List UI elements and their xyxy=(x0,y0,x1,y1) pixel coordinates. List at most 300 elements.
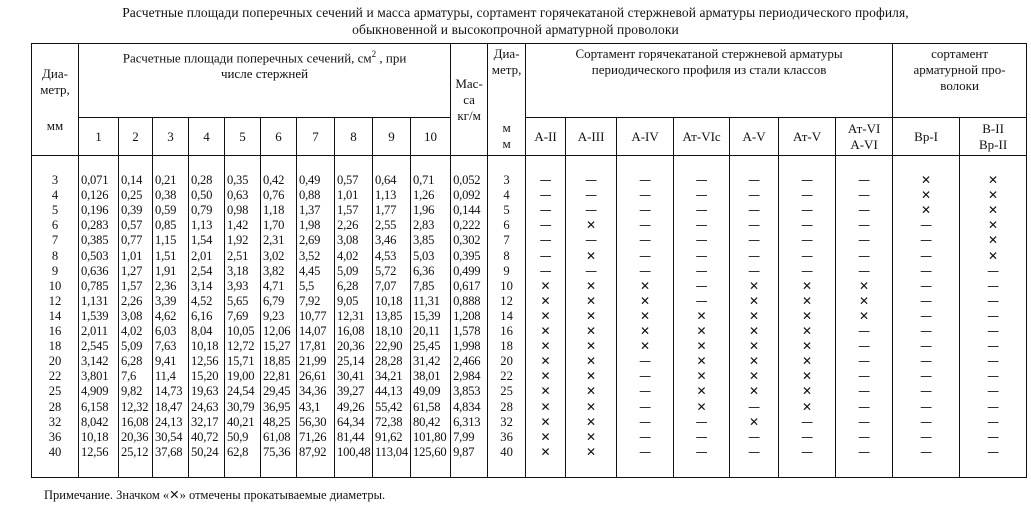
a_ii-cell-40: ✕ xyxy=(540,444,551,459)
a_ii-cell-25: ✕ xyxy=(540,384,551,399)
a_ii-cell-7: — xyxy=(539,233,552,248)
a_iv-cell-6: — xyxy=(639,218,652,233)
at_vic-cell-20: ✕ xyxy=(696,354,707,369)
area-header-text: Расчетные площади поперечных сечений, см xyxy=(122,50,372,66)
class-vr-i: Вр-I xyxy=(893,118,960,156)
b_ii-cell-3: ✕ xyxy=(988,173,999,188)
vr_i-cell-10: — xyxy=(920,278,933,293)
c7-cell-10: 5,5 xyxy=(299,278,315,293)
c10-cell-28: 61,58 xyxy=(413,399,441,414)
a_v-cell-4: — xyxy=(748,188,761,203)
mass-cell-25: 3,853 xyxy=(453,384,481,399)
a_ii-cell-32: ✕ xyxy=(540,414,551,429)
c9-cell-25: 44,13 xyxy=(375,384,403,399)
title-line-2: обыкновенной и высокопрочной арматурной проволоки xyxy=(352,22,679,37)
mass-cell-14: 1,208 xyxy=(453,308,481,323)
c3-cell-16: 6,03 xyxy=(155,324,177,339)
c2-cell-7: 0,77 xyxy=(121,233,143,248)
a_iii-cell-5: — xyxy=(585,203,598,218)
at_vi-cell-12: ✕ xyxy=(859,293,870,308)
c9-cell-7: 3,46 xyxy=(375,233,397,248)
mass-cell-28: 4,834 xyxy=(453,399,481,414)
area-column-9 xyxy=(373,156,411,478)
c6-cell-6: 1,70 xyxy=(263,218,285,233)
vr_i-cell-25: — xyxy=(920,384,933,399)
c9-cell-14: 13,85 xyxy=(375,308,403,323)
at_v-cell-8: — xyxy=(801,248,814,263)
diameter-cell-25: 25 xyxy=(500,384,513,399)
a_v-cell-40: — xyxy=(748,444,761,459)
count-header-5: 5 xyxy=(225,118,261,156)
c3-cell-7: 1,15 xyxy=(155,233,177,248)
c6-cell-7: 2,31 xyxy=(263,233,285,248)
area-header-line-2: числе стержней xyxy=(220,66,309,82)
at_vic-cell-12: — xyxy=(695,293,708,308)
mass-cell-18: 1,998 xyxy=(453,339,481,354)
vr_i-cell-9: — xyxy=(920,263,933,278)
diameter-header-line-2: метр, xyxy=(40,81,70,97)
diameter-unit: мм xyxy=(46,117,64,133)
count-header-1: 1 xyxy=(79,118,119,156)
at_vi-cell-36: — xyxy=(858,429,871,444)
c5-cell-12: 5,65 xyxy=(227,293,249,308)
at_vi-cell-9: — xyxy=(858,263,871,278)
at_v-cell-28: ✕ xyxy=(802,399,813,414)
a_v-cell-28: — xyxy=(748,399,761,414)
c9-cell-28: 55,42 xyxy=(375,399,403,414)
c7-cell-14: 10,77 xyxy=(299,308,327,323)
c4-cell-20: 12,56 xyxy=(191,354,219,369)
at_vi-cell-20: — xyxy=(858,354,871,369)
c1-cell-36: 10,18 xyxy=(81,429,109,444)
c1-cell-28: 6,158 xyxy=(81,399,109,414)
mass-cell-22: 2,984 xyxy=(453,369,481,384)
vr_i-cell-7: — xyxy=(920,233,933,248)
c5-cell-20: 15,71 xyxy=(227,354,255,369)
mass-cell-7: 0,302 xyxy=(453,233,481,248)
a_iv-cell-32: — xyxy=(639,414,652,429)
c1-cell-22: 3,801 xyxy=(81,369,109,384)
at_vic-cell-25: ✕ xyxy=(696,384,707,399)
a_v-cell-32: ✕ xyxy=(749,414,760,429)
at_vic-cell-32: — xyxy=(695,414,708,429)
diameter-header xyxy=(32,44,79,156)
wire-assortment-header xyxy=(893,44,1027,118)
a_iii-cell-7: — xyxy=(585,233,598,248)
c9-cell-12: 10,18 xyxy=(375,293,403,308)
area-column-4 xyxy=(189,156,225,478)
class-a-iii: А-III xyxy=(566,118,617,156)
c1-cell-12: 1,131 xyxy=(81,293,109,308)
c9-cell-32: 72,38 xyxy=(375,414,403,429)
at_v-cell-12: ✕ xyxy=(802,293,813,308)
vr_i-cell-18: — xyxy=(920,339,933,354)
c8-cell-7: 3,08 xyxy=(337,233,359,248)
area-column-6 xyxy=(261,156,297,478)
count-header-6: 6 xyxy=(261,118,297,156)
at_vi-cell-25: — xyxy=(858,384,871,399)
a_ii-cell-8: — xyxy=(539,248,552,263)
c3-cell-32: 24,13 xyxy=(155,414,183,429)
mass-cell-3: 0,052 xyxy=(453,173,481,188)
at_vi-cell-10: ✕ xyxy=(859,278,870,293)
b-ii-column xyxy=(960,156,1027,478)
vr_i-cell-3: ✕ xyxy=(921,173,932,188)
vr_i-cell-22: — xyxy=(920,369,933,384)
mass-cell-9: 0,499 xyxy=(453,263,481,278)
c5-cell-9: 3,18 xyxy=(227,263,249,278)
c2-cell-6: 0,57 xyxy=(121,218,143,233)
b_ii-cell-14: — xyxy=(987,308,1000,323)
diameter-cell-4: 4 xyxy=(51,188,59,203)
c10-cell-16: 20,11 xyxy=(413,324,440,339)
area-column-7 xyxy=(297,156,335,478)
mass-header xyxy=(451,44,488,156)
data-body-row xyxy=(32,156,1027,478)
diameter-cell-22: 22 xyxy=(48,369,62,384)
c9-cell-22: 34,21 xyxy=(375,369,403,384)
diameter-cell-16: 16 xyxy=(500,324,513,339)
c8-cell-3: 0,57 xyxy=(337,173,359,188)
a_v-cell-9: — xyxy=(748,263,761,278)
b_ii-cell-7: ✕ xyxy=(988,233,999,248)
c6-cell-28: 36,95 xyxy=(263,399,291,414)
at_v-cell-20: ✕ xyxy=(802,354,813,369)
b_ii-cell-28: — xyxy=(987,399,1000,414)
c10-cell-25: 49,09 xyxy=(413,384,441,399)
c4-cell-40: 50,24 xyxy=(191,444,219,459)
c2-cell-40: 25,12 xyxy=(121,444,149,459)
a_v-cell-6: — xyxy=(748,218,761,233)
mass-cell-8: 0,395 xyxy=(453,248,481,263)
mass-cell-4: 0,092 xyxy=(453,188,481,203)
c2-cell-20: 6,28 xyxy=(121,354,143,369)
class-at-vi-line-2: А-VI xyxy=(850,136,878,152)
mass-header-line-1: Мас- xyxy=(455,75,483,91)
c1-cell-10: 0,785 xyxy=(81,278,109,293)
c10-cell-5: 1,96 xyxy=(413,203,435,218)
c5-cell-4: 0,63 xyxy=(227,188,249,203)
at_vic-cell-14: ✕ xyxy=(696,308,707,323)
mass-cell-16: 1,578 xyxy=(453,324,481,339)
vr_i-cell-6: — xyxy=(920,218,933,233)
vr_i-cell-14: — xyxy=(920,308,933,323)
c3-cell-18: 7,63 xyxy=(155,339,177,354)
c6-cell-12: 6,79 xyxy=(263,293,285,308)
area-column-10 xyxy=(411,156,451,478)
c7-cell-3: 0,49 xyxy=(299,173,321,188)
a_v-cell-36: — xyxy=(748,429,761,444)
c3-cell-36: 30,54 xyxy=(155,429,183,444)
b_ii-cell-36: — xyxy=(987,429,1000,444)
at_vi-cell-18: — xyxy=(858,339,871,354)
diameter-cell-28: 28 xyxy=(500,399,513,414)
b_ii-cell-32: — xyxy=(987,414,1000,429)
c6-cell-25: 29,45 xyxy=(263,384,291,399)
c7-cell-8: 3,52 xyxy=(299,248,321,263)
area-column-2 xyxy=(119,156,153,478)
diameter-cell-3: 3 xyxy=(51,173,59,188)
c6-cell-5: 1,18 xyxy=(263,203,285,218)
at_vi-cell-8: — xyxy=(858,248,871,263)
c4-cell-16: 8,04 xyxy=(191,324,213,339)
a_iv-cell-10: ✕ xyxy=(640,278,651,293)
a_v-cell-20: ✕ xyxy=(749,354,760,369)
at_vic-cell-22: ✕ xyxy=(696,369,707,384)
b_ii-cell-10: — xyxy=(987,278,1000,293)
diameter-cell-12: 12 xyxy=(48,293,62,308)
c4-cell-36: 40,72 xyxy=(191,429,219,444)
a_iii-cell-20: ✕ xyxy=(586,354,597,369)
at_vic-cell-6: — xyxy=(695,218,708,233)
c10-cell-40: 125,60 xyxy=(413,444,447,459)
c1-cell-32: 8,042 xyxy=(81,414,109,429)
diameter-cell-8: 8 xyxy=(503,248,510,263)
class-at-vi-line-1: Ат-VI xyxy=(847,120,881,136)
c5-cell-8: 2,51 xyxy=(227,248,249,263)
diameter-cell-3: 3 xyxy=(503,173,510,188)
c7-cell-5: 1,37 xyxy=(299,203,321,218)
a_ii-cell-3: — xyxy=(539,173,552,188)
at_vic-cell-10: — xyxy=(695,278,708,293)
a_iv-cell-16: ✕ xyxy=(640,324,651,339)
at_v-cell-6: — xyxy=(801,218,814,233)
at_vic-cell-40: — xyxy=(695,444,708,459)
at_vi-cell-4: — xyxy=(858,188,871,203)
b_ii-cell-12: — xyxy=(987,293,1000,308)
c3-cell-28: 18,47 xyxy=(155,399,183,414)
diameter-cell-18: 18 xyxy=(48,339,62,354)
c4-cell-14: 6,16 xyxy=(191,308,213,323)
a_iii-cell-12: ✕ xyxy=(586,293,597,308)
class-a-iv: А-IV xyxy=(617,118,674,156)
c8-cell-6: 2,26 xyxy=(337,218,359,233)
diameter-cell-9: 9 xyxy=(503,263,510,278)
class-at-v: Ат-V xyxy=(779,118,836,156)
diameter2-unit xyxy=(488,118,526,156)
c8-cell-28: 49,26 xyxy=(337,399,365,414)
a-ii-column xyxy=(526,156,566,478)
c9-cell-36: 91,62 xyxy=(375,429,403,444)
mass-unit: кг/м xyxy=(457,107,481,123)
diameter-cell-14: 14 xyxy=(48,308,62,323)
count-header-8: 8 xyxy=(335,118,373,156)
c8-cell-14: 12,31 xyxy=(337,308,365,323)
c8-cell-10: 6,28 xyxy=(337,278,359,293)
at_vi-cell-3: — xyxy=(858,173,871,188)
diameter2-header-line-2: метр, xyxy=(491,62,522,77)
c2-cell-36: 20,36 xyxy=(121,429,149,444)
at_vi-cell-7: — xyxy=(858,233,871,248)
a_iv-cell-18: ✕ xyxy=(640,339,651,354)
a_v-cell-18: ✕ xyxy=(749,339,760,354)
c3-cell-5: 0,59 xyxy=(155,203,177,218)
at_v-cell-4: — xyxy=(801,188,814,203)
c2-cell-3: 0,14 xyxy=(121,173,143,188)
wire-header-line-2: арматурной про- xyxy=(913,62,1006,77)
c4-cell-5: 0,79 xyxy=(191,203,213,218)
b_ii-cell-8: ✕ xyxy=(988,248,999,263)
at_v-cell-22: ✕ xyxy=(802,369,813,384)
a_v-cell-10: ✕ xyxy=(749,278,760,293)
c3-cell-25: 14,73 xyxy=(155,384,183,399)
c9-cell-18: 22,90 xyxy=(375,339,403,354)
mass-cell-10: 0,617 xyxy=(453,278,481,293)
at_v-cell-9: — xyxy=(801,263,814,278)
diameter-cell-16: 16 xyxy=(48,324,62,339)
at-vic-column xyxy=(674,156,730,478)
c6-cell-40: 75,36 xyxy=(263,444,291,459)
diameter2-unit-1: м xyxy=(502,120,511,136)
c5-cell-7: 1,92 xyxy=(227,233,249,248)
diameter-cell-36: 36 xyxy=(48,429,62,444)
c8-cell-8: 4,02 xyxy=(337,248,359,263)
at_vic-cell-16: ✕ xyxy=(696,324,707,339)
c3-cell-20: 9,41 xyxy=(155,354,177,369)
c6-cell-36: 61,08 xyxy=(263,429,291,444)
count-header-9: 9 xyxy=(373,118,411,156)
a_iv-cell-36: — xyxy=(639,429,652,444)
c6-cell-14: 9,23 xyxy=(263,308,285,323)
at_vic-cell-28: ✕ xyxy=(696,399,707,414)
c7-cell-32: 56,30 xyxy=(299,414,327,429)
c10-cell-10: 7,85 xyxy=(413,278,435,293)
vr_i-cell-12: — xyxy=(920,293,933,308)
c7-cell-16: 14,07 xyxy=(299,324,327,339)
header-row-bottom xyxy=(32,118,1027,156)
c10-cell-8: 5,03 xyxy=(413,248,435,263)
b_ii-cell-40: — xyxy=(987,444,1000,459)
diameter-column xyxy=(32,156,79,478)
c2-cell-9: 1,27 xyxy=(121,263,143,278)
at_vi-cell-28: — xyxy=(858,399,871,414)
diameter-cell-18: 18 xyxy=(500,339,513,354)
a_iv-cell-14: ✕ xyxy=(640,308,651,323)
a_iv-cell-8: — xyxy=(639,248,652,263)
a_v-cell-8: — xyxy=(748,248,761,263)
c5-cell-40: 62,8 xyxy=(227,444,249,459)
c10-cell-4: 1,26 xyxy=(413,188,435,203)
diameter2-header xyxy=(488,44,526,118)
a_ii-cell-22: ✕ xyxy=(540,369,551,384)
at_vic-cell-4: — xyxy=(695,188,708,203)
a_iii-cell-6: ✕ xyxy=(586,218,597,233)
c9-cell-9: 5,72 xyxy=(375,263,397,278)
c3-cell-8: 1,51 xyxy=(155,248,177,263)
c5-cell-36: 50,9 xyxy=(227,429,249,444)
diameter-cell-6: 6 xyxy=(51,218,59,233)
vr-i-column xyxy=(893,156,960,478)
title-line-1: Расчетные площади поперечных сечений и масса арматуры, сортамент горячекатаной стержневой арматуры периодического профиля, xyxy=(122,5,909,20)
c8-cell-18: 20,36 xyxy=(337,339,365,354)
c9-cell-6: 2,55 xyxy=(375,218,397,233)
c8-cell-5: 1,57 xyxy=(337,203,359,218)
c2-cell-28: 12,32 xyxy=(121,399,149,414)
a_iii-cell-4: — xyxy=(585,188,598,203)
c10-cell-20: 31,42 xyxy=(413,354,441,369)
a_ii-cell-28: ✕ xyxy=(540,399,551,414)
c10-cell-18: 25,45 xyxy=(413,339,441,354)
a_iii-cell-10: ✕ xyxy=(586,278,597,293)
c4-cell-8: 2,01 xyxy=(191,248,213,263)
b_ii-cell-16: — xyxy=(987,324,1000,339)
vr_i-cell-28: — xyxy=(920,399,933,414)
a_iii-cell-8: ✕ xyxy=(586,248,597,263)
rebar-table xyxy=(31,43,1027,478)
a_ii-cell-9: — xyxy=(539,263,552,278)
c6-cell-8: 3,02 xyxy=(263,248,285,263)
a_ii-cell-5: — xyxy=(539,203,552,218)
at_vi-cell-6: — xyxy=(858,218,871,233)
c8-cell-16: 16,08 xyxy=(337,324,365,339)
at_vi-cell-40: — xyxy=(858,444,871,459)
a_iii-cell-28: ✕ xyxy=(586,399,597,414)
c5-cell-25: 24,54 xyxy=(227,384,255,399)
a_iii-cell-25: ✕ xyxy=(586,384,597,399)
c5-cell-16: 10,05 xyxy=(227,324,255,339)
c1-cell-18: 2,545 xyxy=(81,339,109,354)
c6-cell-32: 48,25 xyxy=(263,414,291,429)
c1-cell-8: 0,503 xyxy=(81,248,109,263)
a-v-column xyxy=(730,156,779,478)
c6-cell-10: 4,71 xyxy=(263,278,285,293)
diameter-cell-10: 10 xyxy=(48,278,62,293)
rebar-assortment-header xyxy=(526,44,893,118)
count-header-10: 10 xyxy=(411,118,451,156)
c2-cell-14: 3,08 xyxy=(121,308,143,323)
c9-cell-5: 1,77 xyxy=(375,203,397,218)
a_ii-cell-14: ✕ xyxy=(540,308,551,323)
c3-cell-14: 4,62 xyxy=(155,308,177,323)
c7-cell-40: 87,92 xyxy=(299,444,327,459)
c8-cell-32: 64,34 xyxy=(337,414,365,429)
c3-cell-3: 0,21 xyxy=(155,173,177,188)
at_v-cell-25: ✕ xyxy=(802,384,813,399)
at_vic-cell-3: — xyxy=(695,173,708,188)
diameter-cell-20: 20 xyxy=(500,354,513,369)
b_ii-cell-20: — xyxy=(987,354,1000,369)
c10-cell-14: 15,39 xyxy=(413,308,441,323)
a_iii-cell-16: ✕ xyxy=(586,324,597,339)
diameter-cell-6: 6 xyxy=(503,218,510,233)
diameter-cell-40: 40 xyxy=(500,444,513,459)
diameter-cell-32: 32 xyxy=(500,414,513,429)
at_vi-cell-32: — xyxy=(858,414,871,429)
c5-cell-5: 0,98 xyxy=(227,203,249,218)
c9-cell-10: 7,07 xyxy=(375,278,397,293)
class-b-ii xyxy=(960,118,1027,156)
c10-cell-9: 6,36 xyxy=(413,263,435,278)
c2-cell-32: 16,08 xyxy=(121,414,149,429)
mass-cell-5: 0,144 xyxy=(453,203,481,218)
vr_i-cell-40: — xyxy=(920,444,933,459)
c1-cell-14: 1,539 xyxy=(81,308,109,323)
diameter-cell-4: 4 xyxy=(503,188,510,203)
c2-cell-5: 0,39 xyxy=(121,203,143,218)
at_vic-cell-7: — xyxy=(695,233,708,248)
diameter-cell-9: 9 xyxy=(51,263,59,278)
c2-cell-18: 5,09 xyxy=(121,339,143,354)
a_iv-cell-12: ✕ xyxy=(640,293,651,308)
c1-cell-6: 0,283 xyxy=(81,218,109,233)
at_vi-cell-5: — xyxy=(858,203,871,218)
a_iii-cell-3: — xyxy=(585,173,598,188)
c6-cell-4: 0,76 xyxy=(263,188,285,203)
c3-cell-4: 0,38 xyxy=(155,188,177,203)
c4-cell-6: 1,13 xyxy=(191,218,213,233)
a_iv-cell-5: — xyxy=(639,203,652,218)
c8-cell-25: 39,27 xyxy=(337,384,365,399)
